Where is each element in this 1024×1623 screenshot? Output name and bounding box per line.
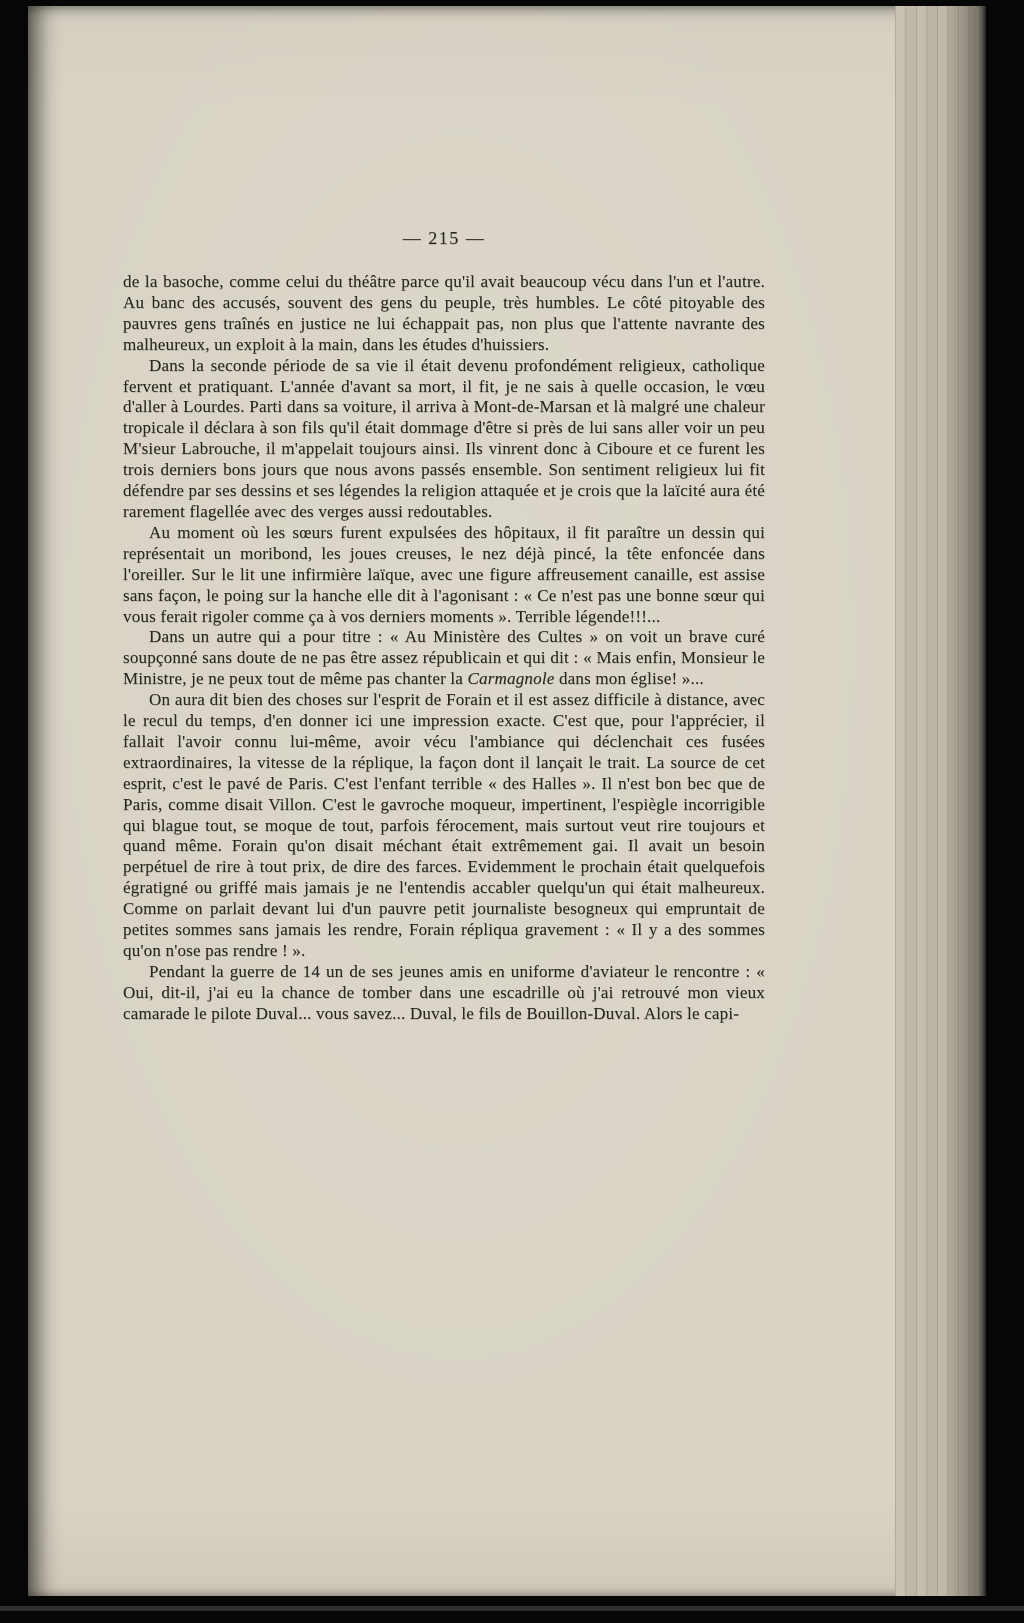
text-segment: Pendant la guerre de 14 un de ses jeunes amis en uniforme d'aviateur le rencontre : « Oui, dit-il, j'ai eu la chance de tomber dans une escadrille où j'ai retrouvé mon vieux camarade le pilote Duval... vous savez... Duval, le fils de Bouillon-Duval. Alors le capi- bbox=[123, 961, 765, 1023]
paragraph bbox=[123, 627, 765, 690]
book-fore-edge bbox=[895, 6, 986, 1596]
paragraph bbox=[123, 272, 765, 356]
text-segment: de la basoche, comme celui du théâtre parce qu'il avait beaucoup vécu dans l'un et l'autre. Au banc des accusés, souvent des gens du peuple, très humbles. Le côté pitoyable des pauvres gens traînés en justice ne lui échappait pas, non plus que l'attente navrante des malheureux, un exploit à la main, dans les études d'huissiers. bbox=[123, 272, 765, 354]
page-number: — 215 — bbox=[402, 228, 486, 248]
text-block bbox=[123, 272, 765, 1025]
text-segment: dans mon église! »... bbox=[554, 669, 704, 689]
paragraph bbox=[123, 356, 765, 523]
text-segment: On aura dit bien des choses sur l'esprit de Forain et il est assez difficile à distance, avec le recul du temps, d'en donner ici une impression exacte. C'est que, pour l'apprécier, il fallait l'avoir connu lui-même, avoir vécu l'ambiance qui déclenchait ces fusées extraordinaires, la vitesse de la réplique, la façon dont il lançait le trait. La source de cet esprit, c'est le pavé de Paris. C'est l'enfant terrible « des Halles ». Il n'est bon bec que de Paris, comme disait Villon. C'est le gavroche moqueur, impertinent, l'espiègle incorrigible qui blague tout, se moque de tout, parfois férocement, mais surtout veut rire toujours et quand même. Forain qu'on disait méchant était extrêmement gai. Il avait un besoin perpétuel de rire à tout prix, de dire des farces. Evidemment le prochain était quelquefois égratigné ou griffé mais jamais je ne l'entendis accabler quelqu'un qui était malheureux. Comme on parlait devant lui d'un pauvre petit journaliste besogneux qui empruntait de petites sommes sans jamais les rendre, Forain répliqua gravement : « Il y a des sommes qu'on n'ose pas rendre ! ». bbox=[123, 690, 765, 960]
paragraph bbox=[123, 962, 765, 1025]
text-segment: Au moment où les sœurs furent expulsées des hôpitaux, il fit paraître un dessin qui représentait un moribond, les joues creuses, le nez déjà pincé, la tête enfoncée dans l'oreiller. Sur le lit une infirmière laïque, avec une figure affreusement canaille, est assise sans façon, le poing sur la hanche elle dit à l'agonisant : « Ce n'est pas une bonne sœur qui vous ferait rigoler comme ça à vos derniers moments ». Terrible légende!!!... bbox=[123, 522, 765, 626]
scanner-edge-line bbox=[0, 1606, 1024, 1611]
italic-text-segment: Carmagnole bbox=[467, 669, 555, 689]
text-segment: Dans la seconde période de sa vie il était devenu profondément religieux, catholique fervent et pratiquant. L'année d'avant sa mort, il fit, je ne sais à quelle occasion, le vœu d'aller à Lourdes. Parti dans sa voiture, il arriva à Mont-de-Marsan et là malgré une chaleur tropicale il déclara à son fils qu'il était dommage d'être si près de lui sans aller voir un peu M'sieur Labrouche, il m'appelait toujours ainsi. Ils vinrent donc à Ciboure et ce furent les trois derniers bons jours que nous avons passés ensemble. Son sentiment religieux lui fit défendre par ses dessins et ses légendes la religion attaquée et je crois que la laïcité aura été rarement flagellée avec des verges aussi redoutables. bbox=[123, 355, 765, 521]
paragraph bbox=[123, 690, 765, 962]
paragraph bbox=[123, 523, 765, 628]
text-segment: Dans un autre qui a pour titre : « Au Ministère des Cultes » on voit un brave curé soupçonné sans doute de ne pas être assez républicain et qui dit : « Mais enfin, Monsieur le Ministre, je ne peux tout de même pas chanter la bbox=[123, 627, 765, 689]
